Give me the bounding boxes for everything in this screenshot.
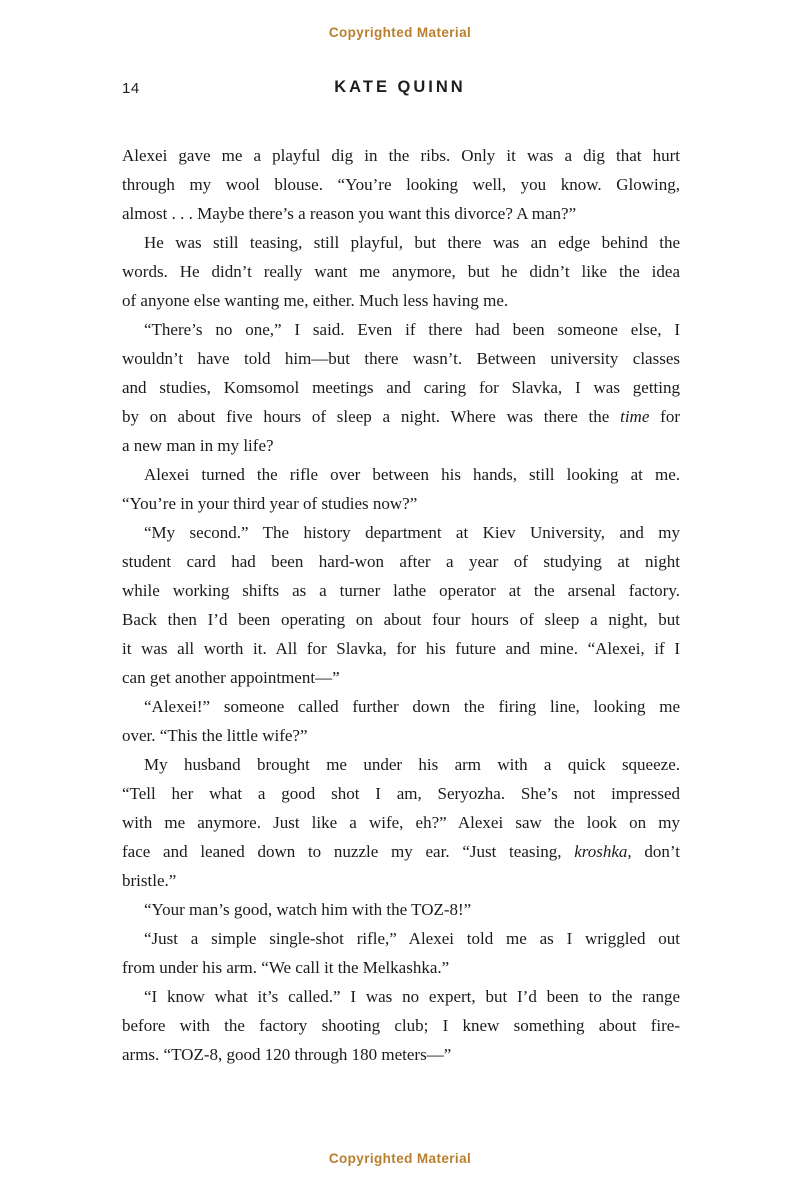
text-line: can get another appointment—” [122, 668, 340, 687]
text-line: He was still teasing, still playful, but there was an edge behind the [144, 233, 680, 252]
body-text [122, 141, 680, 1069]
text-line: it was all worth it. All for Slavka, for his future and mine. “Alexei, if I [122, 639, 680, 658]
text-line: “You’re in your third year of studies now?” [122, 494, 418, 513]
text-line: while working shifts as a turner lathe operator at the arsenal factory. [122, 581, 680, 600]
text-line: through my wool blouse. “You’re looking well, you know. Glowing, [122, 175, 680, 194]
text-line: of anyone else wanting me, either. Much less having me. [122, 291, 509, 310]
text-line: My husband brought me under his arm with a quick squeeze. [144, 755, 680, 774]
text-line: wouldn’t have told him—but there wasn’t. Between university classes [122, 349, 680, 368]
text-line: “There’s no one,” I said. Even if there had been someone else, I [144, 320, 680, 339]
text-line: Alexei turned the rifle over between his hands, still looking at me. [144, 465, 680, 484]
text-line: from under his arm. “We call it the Melkashka.” [122, 958, 450, 977]
text-line: by on about five hours of sleep a night. Where was there the time for [122, 407, 680, 426]
text-line: “Your man’s good, watch him with the TOZ-8!” [144, 900, 472, 919]
copyright-banner-top: Copyrighted Material [328, 25, 472, 40]
page-number: 14 [122, 80, 140, 97]
text-line: before with the factory shooting club; I knew something about fire- [122, 1016, 680, 1035]
text-line: student card had been hard-won after a year of studying at night [122, 552, 680, 571]
text-line: “Just a simple single-shot rifle,” Alexei told me as I wriggled out [144, 929, 680, 948]
text-line: almost . . . Maybe there’s a reason you want this divorce? A man?” [122, 204, 577, 223]
text-line: bristle.” [122, 871, 177, 890]
text-line: over. “This the little wife?” [122, 726, 308, 745]
text-line: a new man in my life? [122, 436, 274, 455]
text-line: with me anymore. Just like a wife, eh?” Alexei saw the look on my [122, 813, 680, 832]
text-line: face and leaned down to nuzzle my ear. “Just teasing, kroshka, don’t [122, 842, 680, 861]
text-line: “My second.” The history department at Kiev University, and my [144, 523, 680, 542]
copyright-banner-bottom: Copyrighted Material [328, 1151, 472, 1166]
text-line: Back then I’d been operating on about four hours of sleep a night, but [122, 610, 680, 629]
text-line: “Tell her what a good shot I am, Seryozha. She’s not impressed [122, 784, 680, 803]
text-line: arms. “TOZ-8, good 120 through 180 meters—” [122, 1045, 452, 1064]
text-line: Alexei gave me a playful dig in the ribs. Only it was a dig that hurt [122, 146, 680, 165]
text-line: and studies, Komsomol meetings and caring for Slavka, I was getting [122, 378, 680, 397]
text-line: “Alexei!” someone called further down the firing line, looking me [144, 697, 680, 716]
running-header-author: KATE QUINN [334, 78, 466, 96]
text-line: words. He didn’t really want me anymore, but he didn’t like the idea [122, 262, 680, 281]
text-line: “I know what it’s called.” I was no expert, but I’d been to the range [144, 987, 680, 1006]
